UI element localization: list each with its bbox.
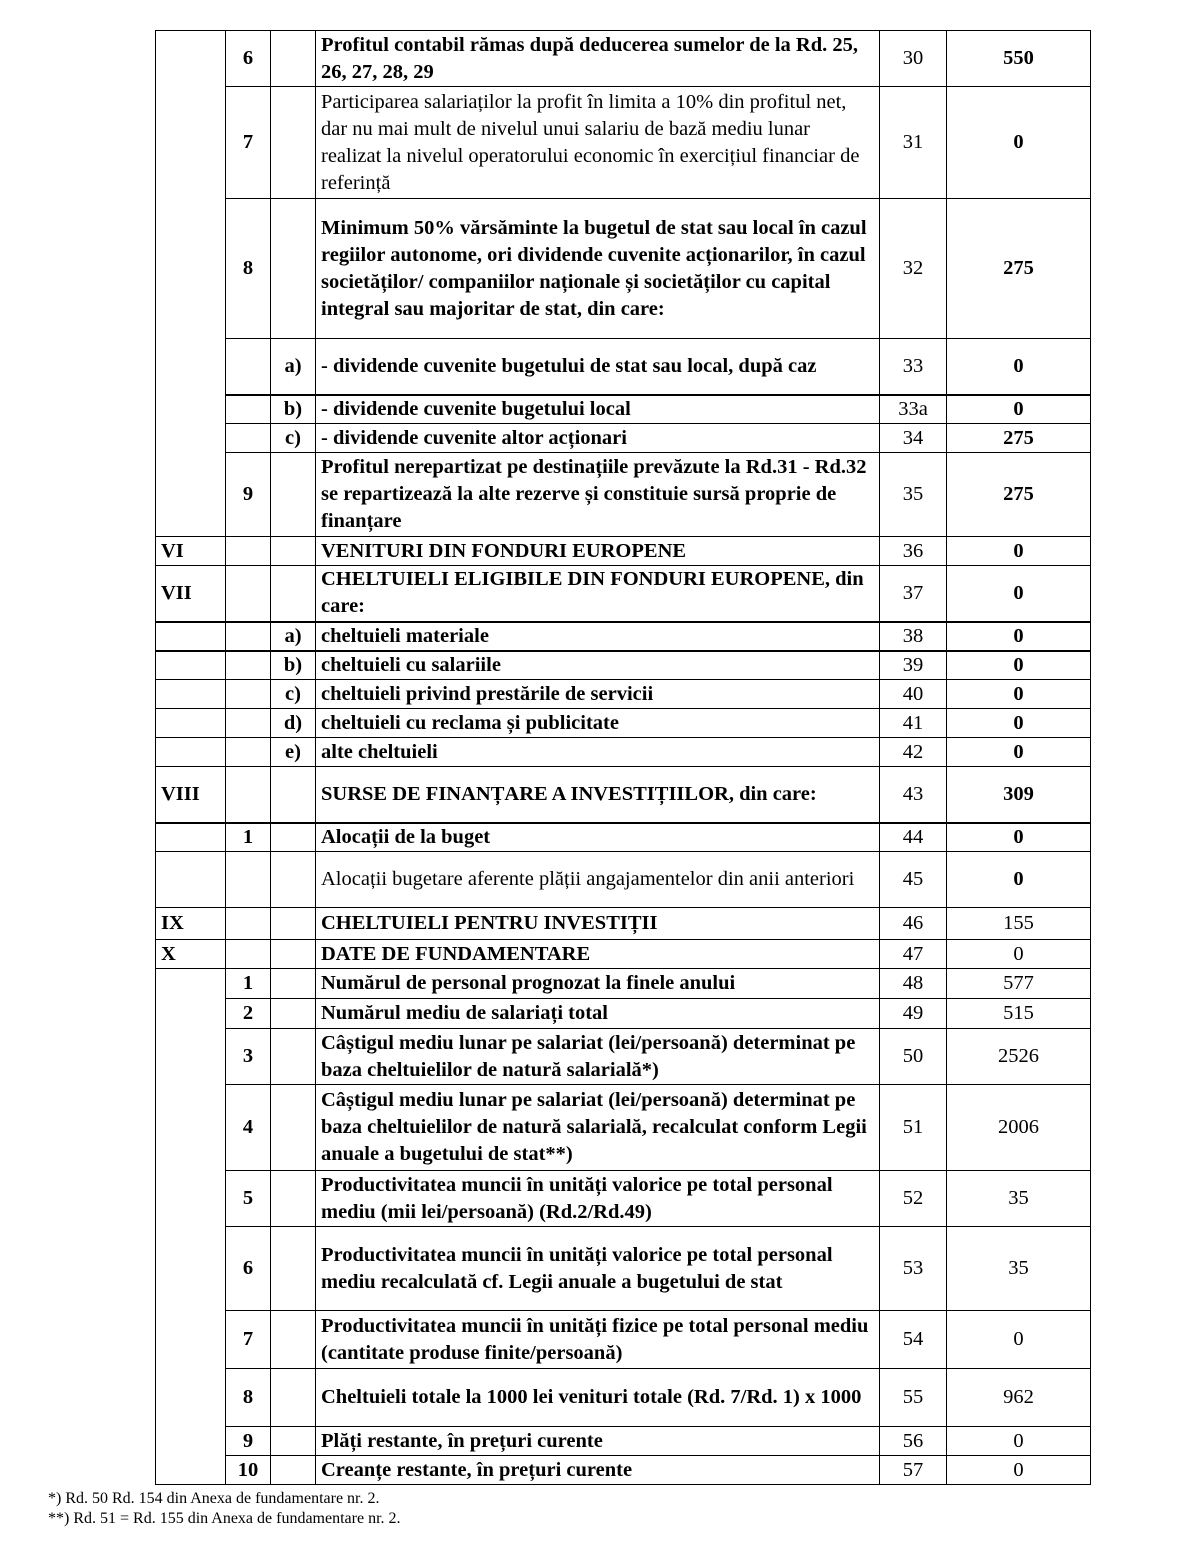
roman-numeral-cell bbox=[156, 969, 226, 1485]
item-number-cell bbox=[226, 651, 271, 680]
sub-letter-cell bbox=[271, 199, 316, 339]
footnote-1: *) Rd. 50 Rd. 154 din Anexa de fundamentare nr. 2. bbox=[48, 1490, 380, 1507]
sub-letter-cell bbox=[271, 1369, 316, 1427]
table-row bbox=[156, 1369, 1091, 1427]
roman-numeral-cell: VI bbox=[156, 537, 226, 566]
description-cell: Productivitatea muncii în unități fizice pe total personal mediu (cantitate produse finite/persoană) bbox=[316, 1311, 880, 1369]
value-cell: 962 bbox=[947, 1369, 1091, 1427]
description-cell: Profitul contabil rămas după deducerea sumelor de la Rd. 25, 26, 27, 28, 29 bbox=[316, 31, 880, 87]
value-cell: 0 bbox=[947, 537, 1091, 566]
value-cell: 35 bbox=[947, 1227, 1091, 1311]
item-number-cell: 5 bbox=[226, 1171, 271, 1227]
sub-letter-cell bbox=[271, 908, 316, 940]
table-row bbox=[156, 738, 1091, 767]
row-code-cell: 35 bbox=[880, 453, 947, 537]
sub-letter-cell bbox=[271, 537, 316, 566]
sub-letter-cell: e) bbox=[271, 738, 316, 767]
row-code-cell: 30 bbox=[880, 31, 947, 87]
item-number-cell: 2 bbox=[226, 999, 271, 1029]
item-number-cell: 10 bbox=[226, 1456, 271, 1485]
row-code-cell: 39 bbox=[880, 651, 947, 680]
table-row bbox=[156, 680, 1091, 709]
roman-numeral-cell bbox=[156, 823, 226, 852]
row-code-cell: 32 bbox=[880, 199, 947, 339]
table-row bbox=[156, 908, 1091, 940]
table-row bbox=[156, 453, 1091, 537]
item-number-cell: 7 bbox=[226, 1311, 271, 1369]
table-row bbox=[156, 87, 1091, 199]
description-cell: cheltuieli cu reclama și publicitate bbox=[316, 709, 880, 738]
table-row bbox=[156, 622, 1091, 651]
sub-letter-cell bbox=[271, 1227, 316, 1311]
table-row bbox=[156, 1311, 1091, 1369]
item-number-cell bbox=[226, 537, 271, 566]
table-row bbox=[156, 969, 1091, 999]
description-cell: alte cheltuieli bbox=[316, 738, 880, 767]
roman-numeral-cell bbox=[156, 651, 226, 680]
value-cell: 0 bbox=[947, 1311, 1091, 1369]
table-row bbox=[156, 395, 1091, 424]
sub-letter-cell bbox=[271, 1029, 316, 1085]
sub-letter-cell: b) bbox=[271, 651, 316, 680]
value-cell: 275 bbox=[947, 199, 1091, 339]
row-code-cell: 36 bbox=[880, 537, 947, 566]
table-row bbox=[156, 940, 1091, 969]
table-row bbox=[156, 999, 1091, 1029]
item-number-cell bbox=[226, 709, 271, 738]
value-cell: 0 bbox=[947, 1427, 1091, 1456]
description-cell: cheltuieli privind prestările de servicii bbox=[316, 680, 880, 709]
value-cell: 275 bbox=[947, 453, 1091, 537]
item-number-cell: 6 bbox=[226, 31, 271, 87]
roman-numeral-cell bbox=[156, 31, 226, 537]
value-cell: 155 bbox=[947, 908, 1091, 940]
sub-letter-cell: c) bbox=[271, 424, 316, 453]
row-code-cell: 40 bbox=[880, 680, 947, 709]
sub-letter-cell bbox=[271, 566, 316, 622]
sub-letter-cell bbox=[271, 1085, 316, 1171]
row-code-cell: 44 bbox=[880, 823, 947, 852]
description-cell: Participarea salariaților la profit în limita a 10% din profitul net, dar nu mai mult de nivelul unui salariu de bază mediu lunar realizat la nivelul operatorului economic în exercițiul financiar de referință bbox=[316, 87, 880, 199]
table-row bbox=[156, 1227, 1091, 1311]
sub-letter-cell: b) bbox=[271, 395, 316, 424]
item-number-cell: 8 bbox=[226, 199, 271, 339]
value-cell: 0 bbox=[947, 395, 1091, 424]
sub-letter-cell bbox=[271, 453, 316, 537]
table-row bbox=[156, 566, 1091, 622]
description-cell: Alocații de la buget bbox=[316, 823, 880, 852]
description-cell: - dividende cuvenite bugetului de stat sau local, după caz bbox=[316, 339, 880, 395]
item-number-cell bbox=[226, 566, 271, 622]
row-code-cell: 43 bbox=[880, 767, 947, 823]
item-number-cell: 9 bbox=[226, 453, 271, 537]
roman-numeral-cell bbox=[156, 622, 226, 651]
roman-numeral-cell bbox=[156, 738, 226, 767]
value-cell: 275 bbox=[947, 424, 1091, 453]
row-code-cell: 41 bbox=[880, 709, 947, 738]
description-cell: Profitul nerepartizat pe destinațiile prevăzute la Rd.31 - Rd.32 se repartizează la alte rezerve și constituie sursă proprie de finanțare bbox=[316, 453, 880, 537]
footnote-2: **) Rd. 51 = Rd. 155 din Anexa de fundamentare nr. 2. bbox=[48, 1510, 401, 1527]
description-cell: CHELTUIELI PENTRU INVESTIȚII bbox=[316, 908, 880, 940]
description-cell: Creanțe restante, în prețuri curente bbox=[316, 1456, 880, 1485]
roman-numeral-cell: VII bbox=[156, 566, 226, 622]
table-row bbox=[156, 767, 1091, 823]
description-cell: Plăți restante, în prețuri curente bbox=[316, 1427, 880, 1456]
roman-numeral-cell bbox=[156, 680, 226, 709]
row-code-cell: 49 bbox=[880, 999, 947, 1029]
row-code-cell: 46 bbox=[880, 908, 947, 940]
row-code-cell: 56 bbox=[880, 1427, 947, 1456]
table-row bbox=[156, 424, 1091, 453]
sub-letter-cell bbox=[271, 31, 316, 87]
item-number-cell: 8 bbox=[226, 1369, 271, 1427]
row-code-cell: 37 bbox=[880, 566, 947, 622]
description-cell: CHELTUIELI ELIGIBILE DIN FONDURI EUROPENE, din care: bbox=[316, 566, 880, 622]
description-cell: Câștigul mediu lunar pe salariat (lei/persoană) determinat pe baza cheltuielilor de natură salarială*) bbox=[316, 1029, 880, 1085]
value-cell: 0 bbox=[947, 339, 1091, 395]
item-number-cell bbox=[226, 680, 271, 709]
row-code-cell: 33a bbox=[880, 395, 947, 424]
value-cell: 309 bbox=[947, 767, 1091, 823]
row-code-cell: 51 bbox=[880, 1085, 947, 1171]
roman-numeral-cell bbox=[156, 709, 226, 738]
item-number-cell bbox=[226, 940, 271, 969]
sub-letter-cell: d) bbox=[271, 709, 316, 738]
table-row bbox=[156, 1085, 1091, 1171]
row-code-cell: 45 bbox=[880, 852, 947, 908]
value-cell: 0 bbox=[947, 651, 1091, 680]
sub-letter-cell bbox=[271, 823, 316, 852]
value-cell: 0 bbox=[947, 738, 1091, 767]
description-cell: DATE DE FUNDAMENTARE bbox=[316, 940, 880, 969]
row-code-cell: 42 bbox=[880, 738, 947, 767]
description-cell: Cheltuieli totale la 1000 lei venituri totale (Rd. 7/Rd. 1) x 1000 bbox=[316, 1369, 880, 1427]
value-cell: 0 bbox=[947, 566, 1091, 622]
item-number-cell bbox=[226, 908, 271, 940]
sub-letter-cell bbox=[271, 999, 316, 1029]
row-code-cell: 47 bbox=[880, 940, 947, 969]
value-cell: 0 bbox=[947, 823, 1091, 852]
table-row bbox=[156, 852, 1091, 908]
sub-letter-cell bbox=[271, 1456, 316, 1485]
row-code-cell: 48 bbox=[880, 969, 947, 999]
description-cell: Minimum 50% vărsăminte la bugetul de stat sau local în cazul regiilor autonome, ori dividende cuvenite acționarilor, în cazul societăților/ companiilor naționale și societăților cu capital integral sau majoritar de stat, din care: bbox=[316, 199, 880, 339]
table-row bbox=[156, 1427, 1091, 1456]
roman-numeral-cell: IX bbox=[156, 908, 226, 940]
description-cell: cheltuieli cu salariile bbox=[316, 651, 880, 680]
table-row bbox=[156, 651, 1091, 680]
row-code-cell: 33 bbox=[880, 339, 947, 395]
row-code-cell: 53 bbox=[880, 1227, 947, 1311]
description-cell: Alocații bugetare aferente plății angajamentelor din anii anteriori bbox=[316, 852, 880, 908]
table-row bbox=[156, 1029, 1091, 1085]
sub-letter-cell: a) bbox=[271, 339, 316, 395]
row-code-cell: 55 bbox=[880, 1369, 947, 1427]
value-cell: 2006 bbox=[947, 1085, 1091, 1171]
roman-numeral-cell: VIII bbox=[156, 767, 226, 823]
item-number-cell bbox=[226, 852, 271, 908]
value-cell: 0 bbox=[947, 1456, 1091, 1485]
item-number-cell bbox=[226, 767, 271, 823]
item-number-cell bbox=[226, 622, 271, 651]
sub-letter-cell: a) bbox=[271, 622, 316, 651]
table-row bbox=[156, 31, 1091, 87]
item-number-cell bbox=[226, 339, 271, 395]
table-row bbox=[156, 1456, 1091, 1485]
sub-letter-cell: c) bbox=[271, 680, 316, 709]
value-cell: 0 bbox=[947, 852, 1091, 908]
sub-letter-cell bbox=[271, 87, 316, 199]
description-cell: Productivitatea muncii în unități valorice pe total personal mediu recalculată cf. Legii anuale a bugetului de stat bbox=[316, 1227, 880, 1311]
roman-numeral-cell bbox=[156, 852, 226, 908]
item-number-cell: 7 bbox=[226, 87, 271, 199]
row-code-cell: 38 bbox=[880, 622, 947, 651]
roman-numeral-cell: X bbox=[156, 940, 226, 969]
item-number-cell: 1 bbox=[226, 969, 271, 999]
table-row bbox=[156, 709, 1091, 738]
row-code-cell: 31 bbox=[880, 87, 947, 199]
description-cell: SURSE DE FINANȚARE A INVESTIȚIILOR, din care: bbox=[316, 767, 880, 823]
row-code-cell: 50 bbox=[880, 1029, 947, 1085]
description-cell: VENITURI DIN FONDURI EUROPENE bbox=[316, 537, 880, 566]
value-cell: 515 bbox=[947, 999, 1091, 1029]
table-row bbox=[156, 537, 1091, 566]
budget-table bbox=[155, 30, 1091, 1485]
table-row bbox=[156, 199, 1091, 339]
sub-letter-cell bbox=[271, 969, 316, 999]
description-cell: - dividende cuvenite altor acționari bbox=[316, 424, 880, 453]
description-cell: Numărul mediu de salariați total bbox=[316, 999, 880, 1029]
sub-letter-cell bbox=[271, 1427, 316, 1456]
value-cell: 0 bbox=[947, 87, 1091, 199]
description-cell: - dividende cuvenite bugetului local bbox=[316, 395, 880, 424]
row-code-cell: 52 bbox=[880, 1171, 947, 1227]
sub-letter-cell bbox=[271, 852, 316, 908]
value-cell: 0 bbox=[947, 940, 1091, 969]
item-number-cell bbox=[226, 395, 271, 424]
sub-letter-cell bbox=[271, 1171, 316, 1227]
item-number-cell: 6 bbox=[226, 1227, 271, 1311]
value-cell: 577 bbox=[947, 969, 1091, 999]
sub-letter-cell bbox=[271, 940, 316, 969]
value-cell: 2526 bbox=[947, 1029, 1091, 1085]
row-code-cell: 57 bbox=[880, 1456, 947, 1485]
row-code-cell: 54 bbox=[880, 1311, 947, 1369]
item-number-cell: 3 bbox=[226, 1029, 271, 1085]
description-cell: Câștigul mediu lunar pe salariat (lei/persoană) determinat pe baza cheltuielilor de natură salarială, recalculat conform Legii anuale a bugetului de stat**) bbox=[316, 1085, 880, 1171]
table-row bbox=[156, 1171, 1091, 1227]
item-number-cell bbox=[226, 738, 271, 767]
row-code-cell: 34 bbox=[880, 424, 947, 453]
item-number-cell: 1 bbox=[226, 823, 271, 852]
table-body bbox=[156, 31, 1091, 1485]
value-cell: 0 bbox=[947, 709, 1091, 738]
value-cell: 35 bbox=[947, 1171, 1091, 1227]
description-cell: cheltuieli materiale bbox=[316, 622, 880, 651]
value-cell: 0 bbox=[947, 622, 1091, 651]
table-row bbox=[156, 823, 1091, 852]
sub-letter-cell bbox=[271, 767, 316, 823]
item-number-cell bbox=[226, 424, 271, 453]
value-cell: 550 bbox=[947, 31, 1091, 87]
description-cell: Productivitatea muncii în unități valorice pe total personal mediu (mii lei/persoană) (Rd.2/Rd.49) bbox=[316, 1171, 880, 1227]
value-cell: 0 bbox=[947, 680, 1091, 709]
item-number-cell: 9 bbox=[226, 1427, 271, 1456]
description-cell: Numărul de personal prognozat la finele anului bbox=[316, 969, 880, 999]
sub-letter-cell bbox=[271, 1311, 316, 1369]
item-number-cell: 4 bbox=[226, 1085, 271, 1171]
table-row bbox=[156, 339, 1091, 395]
